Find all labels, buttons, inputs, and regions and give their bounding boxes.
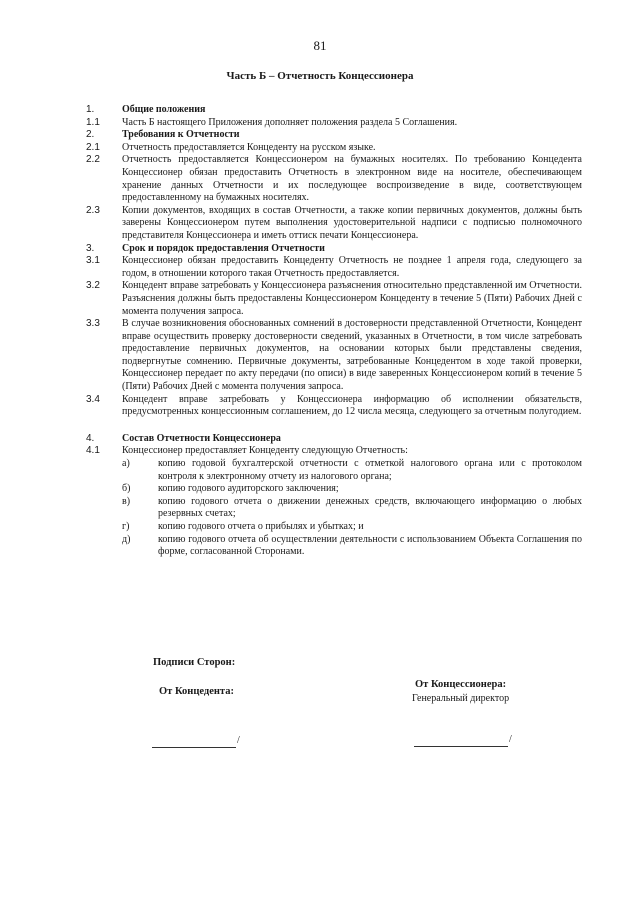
section-text: Концессионер предоставляет Концеденту следующую Отчетность: <box>122 445 408 457</box>
concessionaire-label: От Концессионера: <box>415 679 507 690</box>
section-item <box>86 318 582 394</box>
sections-list <box>86 104 582 458</box>
section-number: 2.1 <box>86 141 100 153</box>
section-item <box>86 394 582 419</box>
subitem-letter: а) <box>122 458 130 470</box>
section-number: 3.3 <box>86 318 100 330</box>
subitem-letter: г) <box>122 521 130 532</box>
section-item <box>86 154 582 204</box>
section-number: 3.2 <box>86 280 100 292</box>
section-number: 4.1 <box>86 445 100 457</box>
section-number: 2. <box>86 129 95 141</box>
subitem-text: копию годового отчета об осуществлении деятельности с использованием Объекта Соглашения по форме, согласованной Сторонами. <box>158 533 582 558</box>
section-text: Концедент вправе затребовать у Концессионера разъяснения относительно представленной им Отчетности. Разъяснения должны быть предоставлены Концессионером Концеденту в течение 5 (Пяти) Рабочих Дней с момента получения запроса. <box>122 280 582 317</box>
subitem-letter: в) <box>122 495 131 507</box>
page-title: Часть Б – Отчетность Концессионера <box>226 70 414 82</box>
subitem-text: копию годового отчета о движении денежных средств, включающего информацию о любых резервных счетах; <box>158 495 582 520</box>
section-heading <box>86 433 582 446</box>
section-number: 2.2 <box>86 154 100 166</box>
concessionaire-signature-slash: / <box>509 734 512 745</box>
subitem <box>122 496 582 521</box>
section-number: 3.1 <box>86 255 100 267</box>
grantor-signature-slash: / <box>237 735 240 746</box>
section-text: Копии документов, входящих в состав Отчетности, а также копии первичных документов, должны быть заверены Концессионером путем выполнения удостоверительной надписи с подписью полномочного представителя Концессионера и иметь оттиск печати Концессионера. <box>122 204 582 241</box>
section-text: Концессионер обязан предоставить Концеденту Отчетность не позднее 1 апреля года, следующего за годом, в отношении которого такая Отчетность предоставляется. <box>122 255 582 279</box>
subitem-text: копию годового аудиторского заключения; <box>158 483 339 495</box>
section-item <box>86 117 582 130</box>
subitems-list <box>86 458 582 559</box>
section-text: Концедент вправе затребовать у Концессионера информацию об исполнении обязательств, предусмотренных концессионным соглашением, до 12 числа месяца, следующего за отчетным полугодием. <box>122 393 582 418</box>
signatures-heading: Подписи Сторон: <box>153 657 236 668</box>
concessionaire-signature-line <box>414 746 508 747</box>
section-item <box>86 280 582 318</box>
subitem-letter: д) <box>122 533 131 545</box>
subitem-text: копию годового отчета о прибылях и убытках; и <box>158 521 364 532</box>
section-number: 1. <box>86 104 95 115</box>
page-number: 81 <box>313 38 327 53</box>
subitem <box>122 534 582 559</box>
document-body <box>86 104 582 559</box>
section-text: Срок и порядок предоставления Отчетности <box>122 242 325 254</box>
concessionaire-role: Генеральный директор <box>412 693 510 704</box>
section-text: В случае возникновения обоснованных сомнений в достоверности представленной Отчетности, Концедент вправе осуществить проверку достоверности сведений, указанных в Отчетности, в том числе затребовать предоставление первичных документов, на основании которых были представлены сведения, подвергнутые сомнению. Первичные документы, затребованные Концедентом в ходе такой проверки, Концессионер передает по акту передачи (по описи) в виде заверенных Концессионером копий в течение 5 (Пяти) Рабочих Дней с момента получения запроса. <box>122 318 582 393</box>
section-text: Требования к Отчетности <box>122 129 240 141</box>
subitem-text: копию годовой бухгалтерской отчетности с отметкой налогового органа или с протоколом контроля к электронному отчету из налогового органа; <box>158 458 582 482</box>
section-text: Отчетность предоставляется Концессионером на бумажных носителях. По требованию Концедента Концессионер обязан предоставить Отчетность в электронном виде на носителе, обеспечивающем хранение данных Отчетности и их последующее воспроизведение в виде, соответствующем предоставленному на бумажных носителях. <box>122 154 582 204</box>
subitem <box>122 483 582 496</box>
section-heading <box>86 104 582 117</box>
section-heading <box>86 129 582 142</box>
section-number: 2.3 <box>86 204 100 216</box>
section-item <box>86 255 582 280</box>
section-text: Состав Отчетности Концессионера <box>122 432 281 444</box>
subitem <box>122 458 582 483</box>
section-number: 3.4 <box>86 393 100 405</box>
section-text: Отчетность предоставляется Концеденту на русском языке. <box>122 141 376 153</box>
section-item <box>86 205 582 243</box>
subitem <box>122 521 582 534</box>
section-item <box>86 142 582 155</box>
section-number: 1.1 <box>86 116 100 128</box>
grantor-signature-line <box>152 747 236 748</box>
section-gap <box>86 419 582 433</box>
section-number: 4. <box>86 432 95 444</box>
grantor-label: От Концедента: <box>159 686 234 697</box>
section-number: 3. <box>86 242 95 254</box>
subitem-letter: б) <box>122 483 131 495</box>
section-text: Часть Б настоящего Приложения дополняет положения раздела 5 Соглашения. <box>122 116 458 128</box>
section-text: Общие положения <box>122 104 206 115</box>
section-heading <box>86 243 582 256</box>
section-item <box>86 445 582 458</box>
